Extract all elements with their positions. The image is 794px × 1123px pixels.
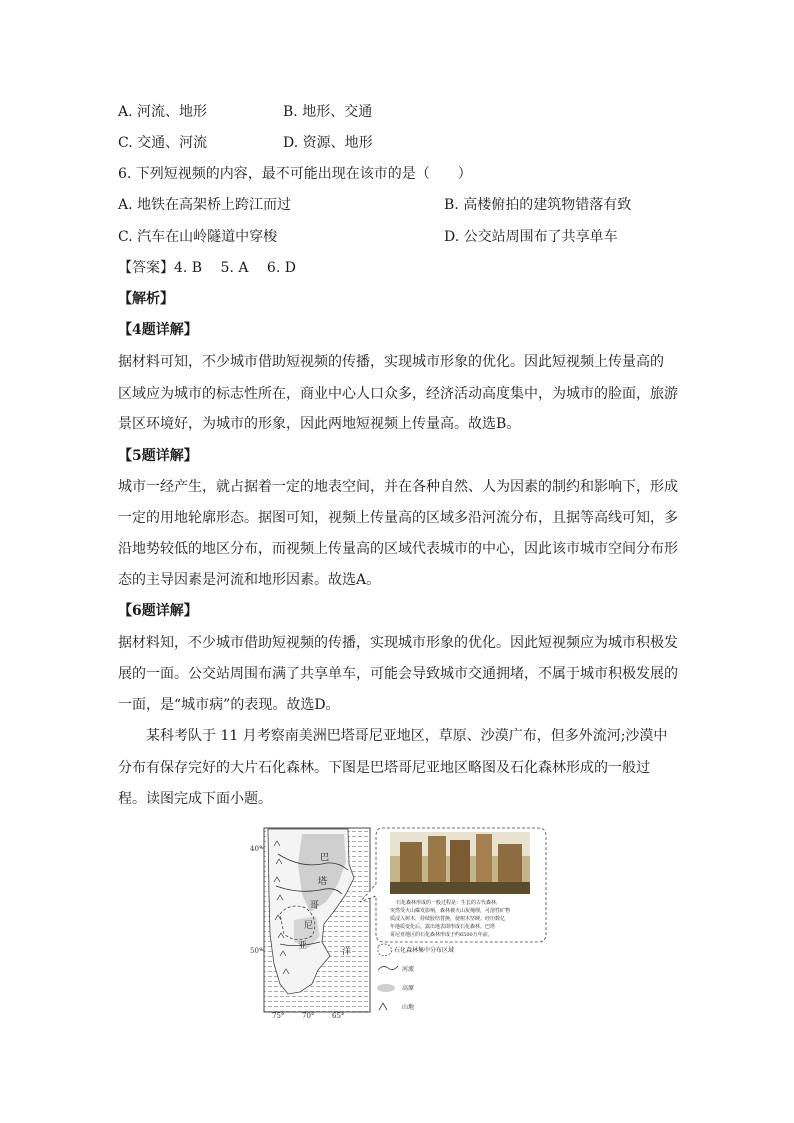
callout-text: 突然受火山爆发影响，森林被火山灰掩埋，可溶性矿物 xyxy=(390,908,511,914)
forest-legend-icon xyxy=(378,944,392,956)
option-6a: A. 地铁在高架桥上跨江而过 xyxy=(118,197,292,213)
map-char: 巴 xyxy=(320,853,330,863)
option-6b: B. 高楼俯拍的建筑物错落有致 xyxy=(444,197,632,213)
patagonia-figure xyxy=(250,824,548,1018)
q5-detail-heading: 【5题详解】 xyxy=(118,448,198,464)
legend-mountain: 山地 xyxy=(402,1004,415,1011)
passage-line: 某科考队于 11 月考察南美洲巴塔哥尼亚地区，草原、沙漠广布，但多外流河;沙漠中 xyxy=(146,728,668,744)
q5-detail-line: 态的主导因素是河流和地形因素。故选A。 xyxy=(118,572,381,588)
mountain-legend-icon xyxy=(379,1003,387,1010)
callout-text: 年地质变化后，露出地表即形成石化森林。巴塔 xyxy=(390,924,496,930)
lat-label: 50° xyxy=(250,947,263,955)
q6-detail-line: 展的一面。公交站周围布满了共享单车，可能会导致城市交通拥堵，不属于城市积极发展的 xyxy=(118,666,678,682)
map-legend xyxy=(377,944,454,1011)
q5-detail-line: 沿地势较低的地区分布，而视频上传量高的区域代表城市的中心，因此该市城市空间分布形 xyxy=(118,541,678,557)
map-char: 亚 xyxy=(298,941,308,951)
option-6d: D. 公交站周围布了共享单车 xyxy=(444,229,618,245)
map-char: 哥 xyxy=(310,901,320,911)
lon-label: 70° xyxy=(302,1012,315,1018)
q4-detail-line: 景区环境好，为城市的形象，因此两地短视频上传量高。故选B。 xyxy=(118,416,521,432)
option-6c: C. 汽车在山岭隧道中穿梭 xyxy=(118,229,278,245)
option-5d: D. 资源、地形 xyxy=(283,135,373,151)
q5-detail-line: 一定的用地轮廓形态。据图可知，视频上传量高的区域多沿河流分布，且据等高线可知，多 xyxy=(118,510,678,526)
regional-map xyxy=(250,828,370,1018)
lat-label: 40° xyxy=(250,845,263,853)
option-5b: B. 地形、交通 xyxy=(283,104,373,120)
option-5c: C. 交通、河流 xyxy=(118,135,208,151)
option-5a: A. 河流、地形 xyxy=(118,104,208,120)
q6-detail-line: 一面，是“城市病”的表现。故选D。 xyxy=(118,697,340,713)
plateau-legend-icon xyxy=(377,984,395,992)
map-char: 塔 xyxy=(318,877,328,887)
lon-label: 65° xyxy=(332,1012,345,1018)
callout-bubble xyxy=(360,828,546,942)
question-6-stem: 6. 下列短视频的内容，最不可能出现在该市的是（ ） xyxy=(118,166,472,182)
q5-detail-line: 城市一经产生，就占据着一定的地表空间，并在各种自然、人为因素的制约和影响下，形成 xyxy=(118,479,678,495)
legend-river: 河流 xyxy=(402,966,415,973)
q4-detail-heading: 【4题详解】 xyxy=(118,322,198,338)
map-char: 洋 xyxy=(342,947,352,957)
legend-plateau: 高原 xyxy=(402,985,415,992)
q6-detail-heading: 【6题详解】 xyxy=(118,603,198,619)
callout-text: 石化森林形成的一般过程是：生长的古代森林， xyxy=(396,900,502,906)
answer-line: 【答案】4. B 5. A 6. D xyxy=(118,260,296,276)
analysis-heading: 【解析】 xyxy=(118,291,174,307)
q4-detail-line: 区域应为城市的标志性所在，商业中心人口众多，经济活动高度集中，为城市的脸面，旅游 xyxy=(118,386,678,402)
callout-text: 质浸入树木，持续胶结替换，使树木坚硬。经历数亿 xyxy=(390,916,506,922)
q6-detail-line: 据材料知，不少城市借助短视频的传播，实现城市形象的优化。因此短视频应为城市积极发 xyxy=(118,635,678,651)
petrified-forest-photo xyxy=(390,832,530,894)
callout-text: 哥尼亚地区的石化森林形成于约6500万年前。 xyxy=(390,932,493,938)
legend-forest: 石化森林集中分布区域 xyxy=(394,947,455,954)
map-char: 尼 xyxy=(304,921,314,931)
lon-label: 75° xyxy=(272,1012,285,1018)
passage-line: 分布有保存完好的大片石化森林。下图是巴塔哥尼亚地区略图及石化森林形成的一般过 xyxy=(118,760,650,776)
passage-line: 程。读图完成下面小题。 xyxy=(118,791,272,807)
river-legend-icon xyxy=(378,966,398,970)
q4-detail-line: 据材料可知，不少城市借助短视频的传播，实现城市形象的优化。因此短视频上传量高的 xyxy=(118,354,664,370)
